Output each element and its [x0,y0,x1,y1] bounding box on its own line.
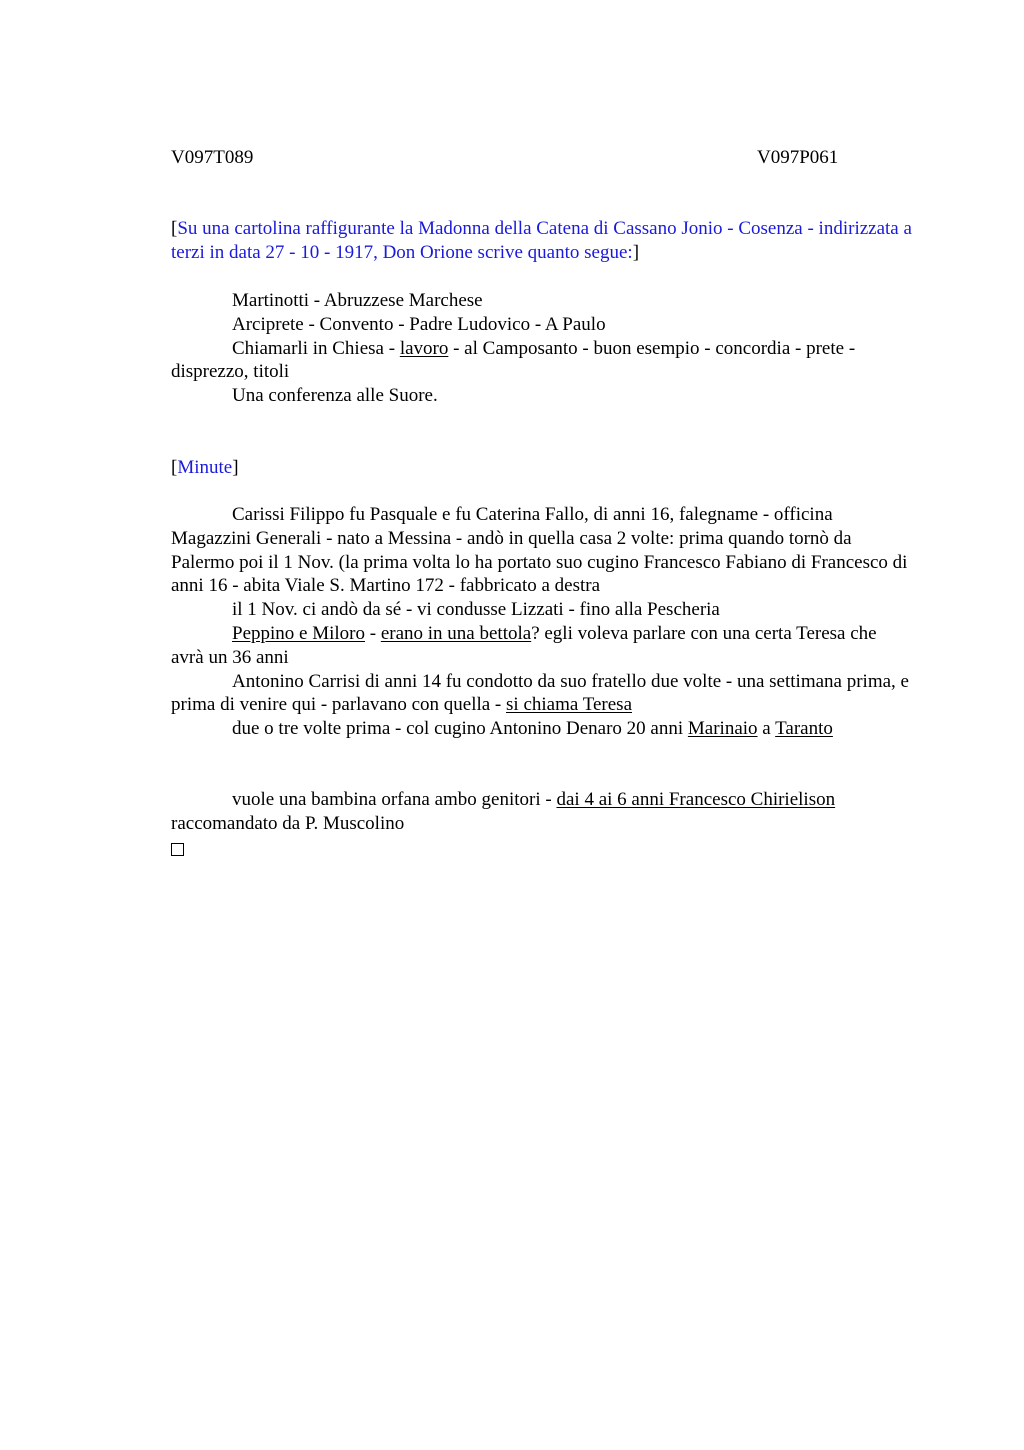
underlined-phrase: erano in una bettola [380,622,532,644]
bracket-open: [ [171,218,178,239]
underlined-phrase: dai 4 ai 6 anni Francesco Chirielison [556,789,836,810]
minute-paragraph: il 1 Nov. ci andò da sé - vi condusse Lizzati - fino alla Pescheria [232,599,720,621]
postcard-notes [171,289,913,408]
note-line: Martinotti - Abruzzese Marchese [232,290,483,311]
checkbox-square-icon [171,843,184,856]
underlined-phrase: si chiama Teresa [506,694,633,716]
section-heading: [Minute] [171,457,239,478]
underlined-word: Taranto [775,718,833,740]
editorial-note [171,217,913,265]
bracket-close: ] [632,241,640,263]
note-line: Arciprete - Convento - Padre Ludovico - A Paulo [232,313,606,335]
section-label: Minute [177,457,233,478]
minute-paragraph: Antonino Carrisi di anni 14 fu condotto da suo fratello due volte - una settimana prima, e prima di venire qui - parlavano con quella - si chiama Teresa [171,670,909,716]
document-code-right: V097P061 [757,147,839,168]
minute-paragraph: Carissi Filippo fu Pasquale e fu Caterina Fallo, di anni 16, falegname - officina Magazzini Generali - nato a Messina - andò in quella casa 2 volte: prima quando tornò da Palermo poi il 1 Nov. (la prima volta lo ha portato suo cugino Francesco Fabiano di Francesco di anni 16 - abita Viale S. Martino 172 - fabbricato a destra [171,504,908,597]
underlined-phrase: Peppino e Miloro [232,622,365,644]
document-code-left: V097T089 [171,147,254,168]
minute-paragraph: Peppino e Miloro - erano in una bettola? egli voleva parlare con una certa Teresa che avrà un 36 anni [171,622,877,668]
minute-paragraph: due o tre volte prima - col cugino Antonino Denaro 20 anni Marinaio a Taranto [232,718,833,740]
note-line: Chiamarli in Chiesa - lavoro - al Camposanto - buon esempio - concordia - prete - disprezzo, titoli [171,337,856,383]
note-line: Una conferenza alle Suore. [232,385,438,407]
minute-paragraph: vuole una bambina orfana ambo genitori - dai 4 ai 6 anni Francesco Chirielison raccomandato da P. Muscolino [171,789,836,834]
final-note [171,788,913,862]
editorial-note-text: Su una cartolina raffigurante la Madonna della Catena di Cassano Jonio - Cosenza - indirizzata a terzi in data 27 - 10 - 1917, Don Orione scrive quanto segue: [171,218,912,263]
minute-text [171,503,913,741]
underlined-word: lavoro [399,337,449,359]
underlined-word: Marinaio [687,718,758,740]
